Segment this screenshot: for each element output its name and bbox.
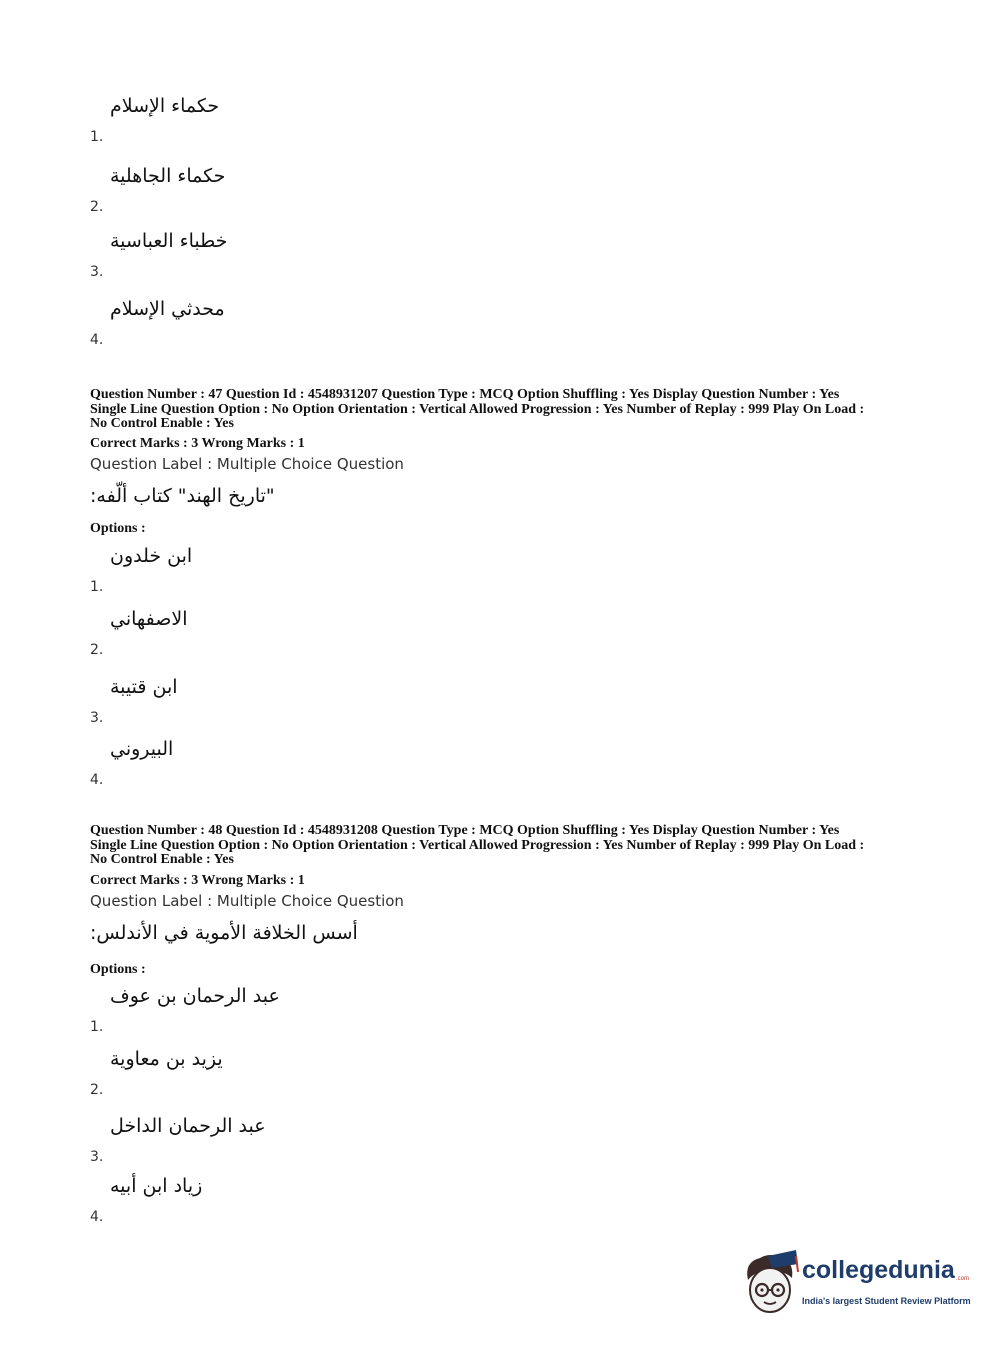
q48-option-3: [90, 1115, 490, 1165]
q48-options-heading: Options :: [90, 962, 146, 977]
option-number: 1.: [90, 1019, 104, 1035]
q48-option-1: [90, 985, 490, 1035]
q46-option-4: [90, 298, 490, 348]
logo-tagline: India's largest Student Review Platform: [802, 1296, 971, 1306]
q48-option-4: [90, 1175, 490, 1225]
option-number: 4.: [90, 1209, 104, 1225]
metadata-line: Question Number : 48 Question Id : 4548931208 Question Type : MCQ Option Shuffling : Yes Display Question Number : Yes: [90, 823, 840, 838]
option-number: 2.: [90, 199, 104, 215]
option-number: 4.: [90, 772, 104, 788]
option-text: ابن قتيبة: [110, 676, 178, 698]
option-number: 3.: [90, 264, 104, 280]
q48-question-text: أسس الخلافة الأموية في الأندلس:: [90, 922, 358, 944]
q47-option-3: [90, 676, 490, 726]
option-text: عبد الرحمان بن عوف: [110, 985, 280, 1007]
option-number: 2.: [90, 1082, 104, 1098]
option-text: البيروني: [110, 738, 174, 760]
metadata-line: No Control Enable : Yes: [90, 416, 234, 431]
collegedunia-logo[interactable]: [740, 1250, 970, 1320]
option-number: 4.: [90, 332, 104, 348]
q48-option-2: [90, 1048, 490, 1098]
option-number: 1.: [90, 129, 104, 145]
option-number: 3.: [90, 1149, 104, 1165]
option-text: زياد ابن أبيه: [110, 1175, 203, 1197]
option-text: يزيد بن معاوية: [110, 1048, 223, 1070]
q47-option-4: [90, 738, 490, 788]
q47-metadata: [90, 388, 920, 432]
q48-question-label: Question Label : Multiple Choice Question: [90, 892, 404, 910]
option-number: 2.: [90, 642, 104, 658]
q46-option-3: [90, 230, 490, 280]
logo-wordmark: collegedunia: [802, 1256, 955, 1284]
metadata-line: Single Line Question Option : No Option Orientation : Vertical Allowed Progression : Yes Number of Replay : 999 Play On Load :: [90, 401, 865, 417]
mascot-icon: [740, 1250, 800, 1320]
q47-options-heading: Options :: [90, 521, 146, 536]
option-text: حكماء الإسلام: [110, 95, 220, 117]
q46-option-2: [90, 165, 490, 215]
option-text: حكماء الجاهلية: [110, 165, 226, 187]
option-text: عبد الرحمان الداخل: [110, 1115, 266, 1137]
q47-question-text: "تاريخ الهند" كتاب ألّفه:: [90, 485, 275, 507]
q48-metadata: [90, 824, 920, 868]
option-text: خطباء العباسية: [110, 230, 228, 252]
option-number: 3.: [90, 710, 104, 726]
q48-marks: Correct Marks : 3 Wrong Marks : 1: [90, 873, 305, 888]
metadata-line: Question Number : 47 Question Id : 4548931207 Question Type : MCQ Option Shuffling : Yes Display Question Number : Yes: [90, 387, 840, 402]
option-number: 1.: [90, 579, 104, 595]
metadata-line: Single Line Question Option : No Option Orientation : Vertical Allowed Progression : Yes Number of Replay : 999 Play On Load :: [90, 837, 865, 853]
metadata-line: No Control Enable : Yes: [90, 852, 234, 867]
option-text: محدثي الإسلام: [110, 298, 225, 320]
q47-option-1: [90, 545, 490, 595]
q47-question-label: Question Label : Multiple Choice Question: [90, 455, 404, 473]
q46-option-1: [90, 95, 490, 145]
q47-option-2: [90, 608, 490, 658]
logo-dotcom: .com: [956, 1276, 970, 1282]
option-text: الاصفهاني: [110, 608, 188, 630]
option-text: ابن خلدون: [110, 545, 193, 567]
q47-marks: Correct Marks : 3 Wrong Marks : 1: [90, 436, 305, 451]
